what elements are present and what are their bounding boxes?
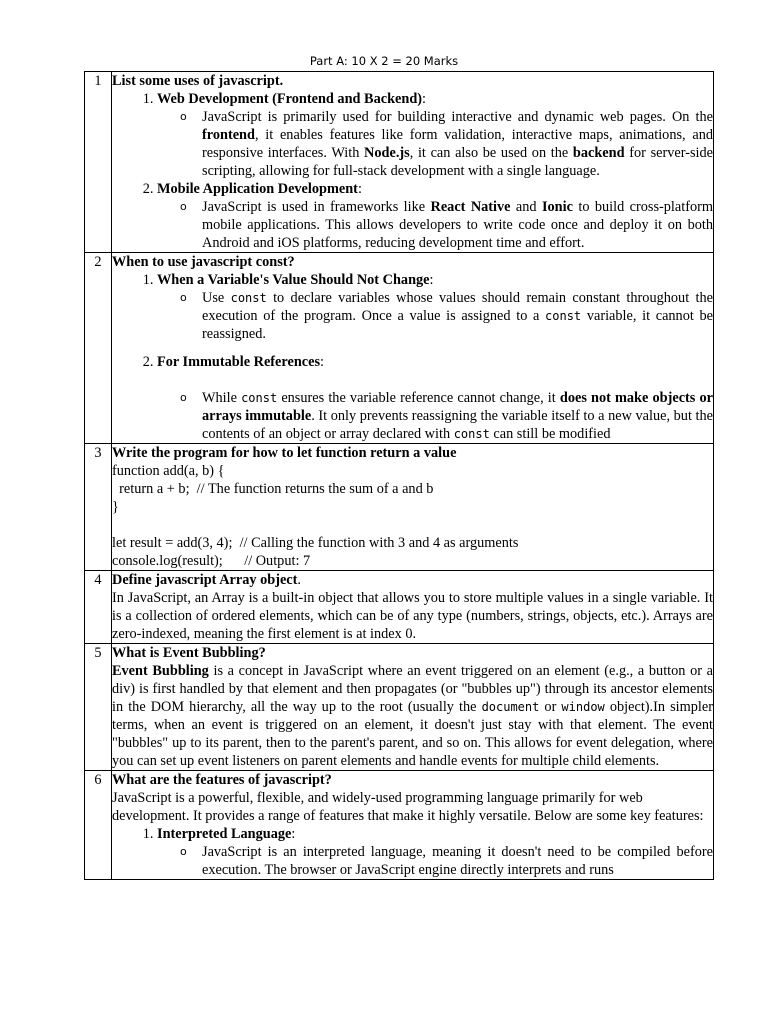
- item-title: When a Variable's Value Should Not Change: [157, 272, 430, 288]
- bullet-list: [157, 289, 713, 343]
- question-number: 6: [85, 771, 112, 880]
- code-text: window: [561, 700, 605, 714]
- bullet-list: [157, 843, 713, 879]
- code-line: return a + b; // The function returns the sum of a and b: [112, 481, 434, 497]
- question-cell: [112, 72, 714, 253]
- question-number: 5: [85, 644, 112, 771]
- text: . It only prevents reassigning the variable itself to a new value, but the contents of an object or array declared with: [202, 408, 713, 442]
- question-title: When to use javascript const?: [112, 254, 295, 270]
- text: object).In simpler terms, when an event is triggered on an element, it doesn't just stay with that element. The event "bubbles" up to its parent, then to the parent's parent, and so on. This allows for event delegation, where you can set up event listeners on parent elements and handle events for multiple child elements.: [112, 699, 713, 769]
- question-cell: [112, 571, 714, 644]
- table-row: [85, 771, 714, 880]
- code-line: console.log(result); // Output: 7: [112, 553, 311, 569]
- colon: :: [291, 826, 296, 842]
- code-text: const: [545, 309, 582, 323]
- question-title: What are the features of javascript?: [112, 772, 332, 788]
- table-row: [85, 444, 714, 571]
- table-row: [85, 644, 714, 771]
- bold-text: frontend: [202, 127, 255, 143]
- table-row: [85, 571, 714, 644]
- question-title: List some uses of javascript.: [112, 73, 284, 89]
- code-line: function add(a, b) {: [112, 463, 225, 479]
- bold-text: Ionic: [541, 199, 573, 215]
- answer-text: In JavaScript, an Array is a built-in object that allows you to store multiple values in a single variable. It is a collection of ordered elements, which can be of any type (numbers, strings, objects, etc.). Arrays are zero-indexed, meaning the first element is at index 0.: [112, 590, 713, 642]
- text: or: [539, 699, 562, 715]
- period: .: [297, 572, 301, 588]
- question-number: 2: [85, 253, 112, 444]
- question-title: Define javascript Array object: [112, 572, 298, 588]
- bold-text: backend: [572, 145, 625, 161]
- text: ensures the variable reference cannot change, it: [277, 390, 560, 406]
- code-text: const: [453, 427, 490, 441]
- answer-list: [112, 90, 713, 252]
- text: JavaScript is used in frameworks like: [202, 199, 431, 215]
- colon: :: [357, 181, 362, 197]
- text: to build cross-platform mobile applications. This allows developers to write code once and deploy it on both Android and iOS platforms, reducing development time and effort.: [202, 199, 714, 251]
- question-number: 1: [85, 72, 112, 253]
- text: JavaScript is primarily used for building interactive and dynamic web pages. On the: [202, 109, 713, 125]
- bullet-item: [202, 843, 713, 879]
- page-header: Part A: 10 X 2 = 20 Marks: [309, 54, 459, 68]
- bullet-list: [157, 389, 713, 443]
- text: can still be modified: [489, 426, 611, 442]
- question-title: What is Event Bubbling?: [112, 645, 266, 661]
- list-item: [157, 90, 713, 180]
- question-cell: [112, 644, 714, 771]
- bullet-list: [157, 108, 713, 180]
- question-number: 3: [85, 444, 112, 571]
- question-cell: [112, 444, 714, 571]
- text: , it can also be used on the: [409, 145, 573, 161]
- answer-text: JavaScript is a powerful, flexible, and widely-used programming language primarily for web development. It provides a range of features that make it highly versatile. Below are some key features:: [112, 790, 704, 824]
- question-line: [112, 571, 713, 589]
- bullet-item: [202, 198, 713, 252]
- code-line: let result = add(3, 4); // Calling the function with 3 and 4 as arguments: [112, 535, 519, 551]
- item-title: For Immutable References: [157, 354, 321, 370]
- table-row: [85, 253, 714, 444]
- text: for server-side scripting, allowing for full-stack development with a single language.: [202, 145, 713, 179]
- bold-text: Event Bubbling: [112, 663, 209, 679]
- list-item: [157, 180, 713, 252]
- item-title: Interpreted Language: [157, 826, 292, 842]
- answer-text: [112, 662, 713, 770]
- text: , it enables features like form validation, interactive maps, animations, and responsive interfaces. With: [202, 127, 713, 161]
- bullet-item: [202, 289, 713, 343]
- bold-text: React Native: [430, 199, 511, 215]
- text: variable, it cannot be reassigned.: [202, 308, 713, 342]
- text: and: [510, 199, 542, 215]
- text: Use: [202, 290, 231, 306]
- code-text: const: [230, 291, 267, 305]
- question-title: Write the program for how to let function return a value: [112, 445, 457, 461]
- bullet-item: [202, 108, 713, 180]
- list-item: [157, 825, 713, 879]
- list-item: [157, 353, 713, 443]
- code-line: [112, 516, 713, 534]
- text: While: [202, 390, 242, 406]
- bold-text: does not make objects or arrays immutable: [202, 390, 713, 424]
- text: JavaScript is an interpreted language, meaning it doesn't need to be compiled before execution. The browser or JavaScript engine directly interprets and runs: [202, 844, 713, 878]
- table-row: [85, 72, 714, 253]
- colon: :: [422, 91, 427, 107]
- answer-list: [112, 271, 713, 443]
- list-item: [157, 271, 713, 353]
- question-number: 4: [85, 571, 112, 644]
- colon: :: [429, 272, 434, 288]
- bullet-item: [202, 389, 713, 443]
- code-text: document: [481, 700, 540, 714]
- text: to declare variables whose values should remain constant throughout the execution of the program. Once a value is assigned to a: [202, 290, 713, 324]
- item-title: Web Development (Frontend and Backend): [157, 91, 423, 107]
- code-line: }: [112, 499, 119, 515]
- colon: :: [320, 354, 325, 370]
- code-text: const: [241, 391, 278, 405]
- bold-text: Node.js: [364, 145, 410, 161]
- question-cell: [112, 253, 714, 444]
- question-cell: [112, 771, 714, 880]
- questions-table: [84, 71, 714, 880]
- text: is a concept in JavaScript where an event triggered on an element (e.g., a button or a div) is first handled by that element and then propagates (or "bubbles up") through its ancestor elements in the DOM hierarchy, all the way up to the root (usually the: [112, 663, 713, 715]
- item-title: Mobile Application Development: [157, 181, 358, 197]
- answer-list: [112, 825, 713, 879]
- bullet-list: [157, 198, 713, 252]
